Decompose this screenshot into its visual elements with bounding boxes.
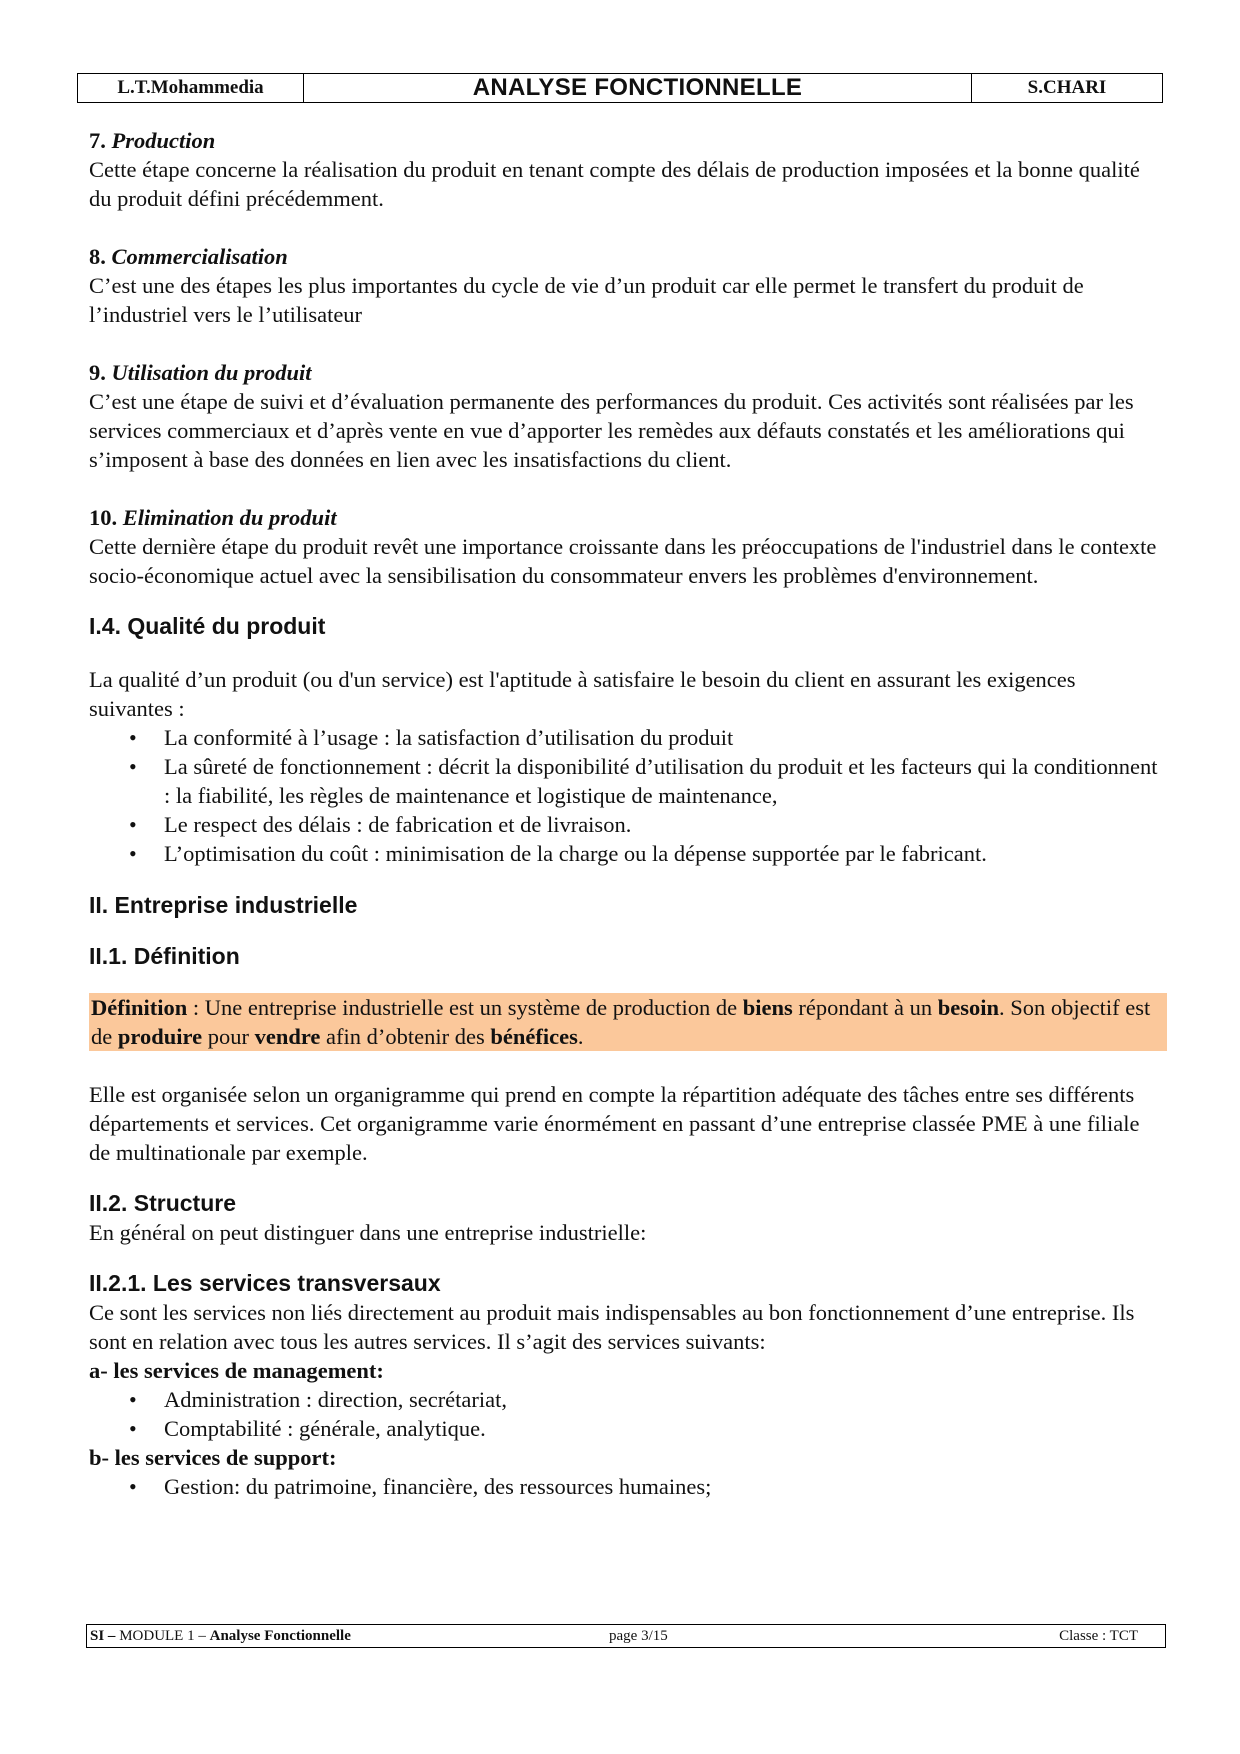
section-8-text: C’est une des étapes les plus importantes du cycle de vie d’un produit car elle permet le transfert du produit de l’industriel vers le l’utilisateur bbox=[89, 273, 1084, 327]
page-header bbox=[77, 73, 1163, 103]
section-10-title bbox=[89, 503, 1159, 532]
page-footer bbox=[86, 1624, 1166, 1648]
management-list bbox=[89, 1385, 1159, 1443]
transversal-heading: II.2.1. Les services transversaux bbox=[89, 1270, 441, 1296]
definition-text: . bbox=[577, 1024, 584, 1049]
footer-module bbox=[90, 1628, 351, 1645]
definition-keyword: produire bbox=[117, 1024, 203, 1049]
definition-box bbox=[89, 993, 1167, 1051]
management-heading: a- les services de management: bbox=[89, 1358, 384, 1383]
footer-module-text: MODULE 1 – bbox=[115, 1628, 210, 1644]
header-school: L.T.Mohammedia bbox=[78, 74, 304, 102]
definition-text: répondant à un bbox=[792, 995, 938, 1020]
definition-label: Définition bbox=[91, 995, 188, 1020]
footer-course: Analyse Fonctionnelle bbox=[209, 1628, 351, 1644]
list-item: • Gestion: du patrimoine, financière, des ressources humaines; bbox=[89, 1472, 1159, 1501]
section-title-text: Elimination du produit bbox=[122, 505, 337, 530]
section-title-text: Commercialisation bbox=[111, 244, 288, 269]
section-title-text: Production bbox=[111, 128, 216, 153]
document-body bbox=[89, 126, 1159, 1501]
transversal-text: Ce sont les services non liés directement au produit mais indispensables au bon fonctionnement d’une entreprise. Ils sont en relation avec tous les autres services. Il s’agit des services suivants: bbox=[89, 1300, 1135, 1354]
section-number: 7. bbox=[89, 128, 106, 153]
footer-class: Classe : TCT bbox=[1059, 1628, 1138, 1644]
section-7-text: Cette étape concerne la réalisation du produit en tenant compte des délais de production imposées et la bonne qualité du produit défini précédemment. bbox=[89, 157, 1140, 211]
header-title: ANALYSE FONCTIONNELLE bbox=[304, 74, 972, 102]
list-item: • Administration : direction, secrétariat, bbox=[89, 1385, 1159, 1414]
section-number: 9. bbox=[89, 360, 106, 385]
footer-si: SI – bbox=[90, 1628, 116, 1644]
section-8-title bbox=[89, 242, 1159, 271]
enterprise-heading: II. Entreprise industrielle bbox=[89, 892, 358, 918]
structure-heading: II.2. Structure bbox=[89, 1190, 236, 1216]
definition-text: : Une entreprise industrielle est un système de production de bbox=[187, 995, 743, 1020]
support-heading: b- les services de support: bbox=[89, 1445, 337, 1470]
definition-keyword: vendre bbox=[254, 1024, 321, 1049]
definition-text: . Son objectif est de bbox=[91, 995, 1151, 1049]
organigram-text: Elle est organisée selon un organigramme qui prend en compte la répartition adéquate des tâches entre ses différents départements et services. Cet organigramme varie énormément en passant d’une entreprise classée PME à une filiale de multinationale par exemple. bbox=[89, 1082, 1140, 1165]
definition-keyword: biens bbox=[742, 995, 793, 1020]
header-author: S.CHARI bbox=[1027, 77, 1107, 98]
section-title-text: Utilisation du produit bbox=[111, 360, 312, 385]
definition-keyword: besoin bbox=[937, 995, 1000, 1020]
section-9-text: C’est une étape de suivi et d’évaluation permanente des performances du produit. Ces activités sont réalisées par les services commerciaux et d’après vente en vue d’apporter les remèdes aux défauts constatés et les améliorations qui s’imposent à base des données en lien avec les insatisfactions du client. bbox=[89, 389, 1134, 472]
structure-text: En général on peut distinguer dans une entreprise industrielle: bbox=[89, 1220, 647, 1245]
list-item: • La conformité à l’usage : la satisfaction d’utilisation du produit bbox=[89, 723, 1159, 752]
list-item: • La sûreté de fonctionnement : décrit la disponibilité d’utilisation du produit et les facteurs qui la conditionnent : la fiabilité, les règles de maintenance et logistique de maintenance, bbox=[89, 752, 1159, 810]
list-item: • L’optimisation du coût : minimisation de la charge ou la dépense supportée par le fabricant. bbox=[89, 839, 1159, 868]
section-9-title bbox=[89, 358, 1159, 387]
list-item: • Comptabilité : générale, analytique. bbox=[89, 1414, 1159, 1443]
definition-text: afin d’obtenir des bbox=[320, 1024, 491, 1049]
section-number: 8. bbox=[89, 244, 106, 269]
section-7-title bbox=[89, 126, 1159, 155]
quality-list bbox=[89, 723, 1159, 868]
list-item: • Le respect des délais : de fabrication et de livraison. bbox=[89, 810, 1159, 839]
support-list bbox=[89, 1472, 1159, 1501]
definition-text: pour bbox=[202, 1024, 255, 1049]
footer-page-number: page 3/15 bbox=[609, 1628, 668, 1644]
quality-heading: I.4. Qualité du produit bbox=[89, 613, 326, 639]
section-10-text: Cette dernière étape du produit revêt une importance croissante dans les préoccupations de l'industriel dans le contexte socio-économique actuel avec la sensibilisation du consommateur envers les problèmes d'environnement. bbox=[89, 534, 1157, 588]
section-number: 10. bbox=[89, 505, 118, 530]
definition-keyword: bénéfices bbox=[490, 1024, 578, 1049]
definition-heading: II.1. Définition bbox=[89, 943, 240, 969]
quality-intro: La qualité d’un produit (ou d'un service) est l'aptitude à satisfaire le besoin du client en assurant les exigences suivantes : bbox=[89, 667, 1076, 721]
